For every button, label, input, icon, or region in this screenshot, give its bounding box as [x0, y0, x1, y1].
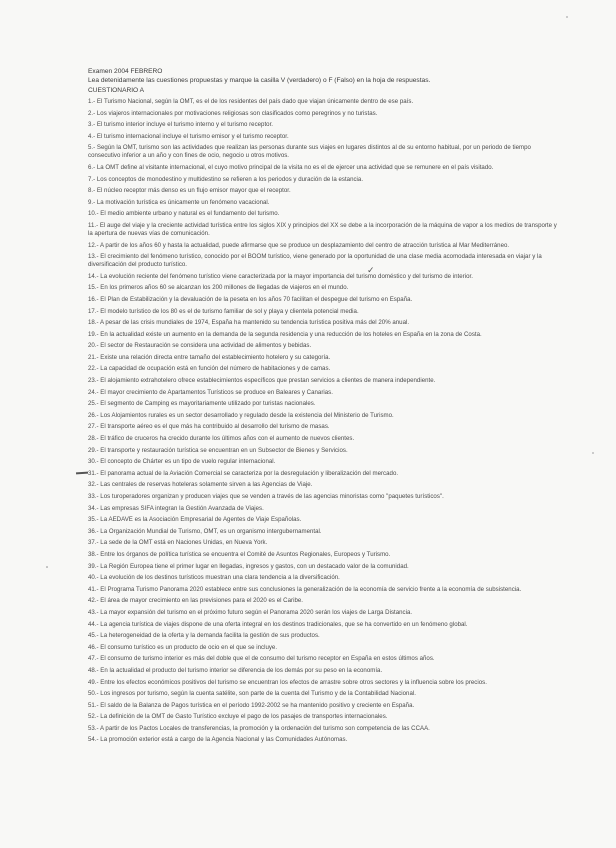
- question-text: 49.- Entre los efectos económicos positivos del turismo se encuentran los efectos de arrastre sobre otros sectores y la influencia sobre los precios.: [88, 678, 487, 686]
- question-item: [88, 412, 558, 420]
- question-text: 1.- El Turismo Nacional, según la OMT, es el de los residentes del país dado que viajan únicamente dentro de ese país.: [88, 98, 414, 105]
- question-text: 21.- Existe una relación directa entre tamaño del establecimiento hotelero y su categoría.: [88, 353, 331, 361]
- question-text: 26.- Los Alojamientos rurales es un sector desarrollado y regulado desde la existencia del Ministerio de Turismo.: [88, 411, 394, 419]
- question-text: 27.- El transporte aéreo es el que más ha contribuido al desarrollo del turismo de masas.: [88, 423, 330, 431]
- question-item: [88, 690, 558, 698]
- question-text: 48.- En la actualidad el producto del turismo interior se diferencia de los demás por su peso en la economía.: [88, 666, 383, 674]
- question-item: [88, 447, 558, 455]
- question-item: [88, 389, 558, 397]
- question-item: [88, 121, 558, 129]
- question-text: 53.- A partir de los Pactos Locales de transferencias, la promoción y la ordenación del turismo son competencia de las CCAA.: [88, 724, 430, 732]
- question-item: [88, 621, 558, 629]
- question-item: [88, 144, 558, 160]
- question-text: 8.- El núcleo receptor más denso es un flujo emisor mayor que el receptor.: [88, 187, 291, 195]
- question-text: 4.- El turismo internacional incluye el turismo emisor y el turismo receptor.: [88, 132, 289, 140]
- question-item: [88, 110, 558, 118]
- question-item: [88, 423, 558, 431]
- scan-speck: [592, 452, 594, 454]
- question-item: [88, 377, 558, 385]
- question-item: [88, 655, 558, 663]
- question-item: [88, 210, 558, 218]
- question-item: [88, 667, 558, 675]
- question-item: [88, 563, 558, 571]
- question-item: [88, 702, 558, 710]
- question-text: 23.- El alojamiento extrahotelero ofrece establecimientos específicos que prestan servicios a clientes de manera independiente.: [88, 377, 436, 385]
- question-text: 37.- La sede de la OMT está en Naciones Unidas, en Nueva York.: [88, 539, 268, 547]
- question-text: 39.- La Región Europea tiene el primer lugar en llegadas, ingresos y gastos, con un destacado valor de la comunidad.: [88, 562, 409, 570]
- question-item: [88, 516, 558, 524]
- question-text: 12.- A partir de los años 60 y hasta la actualidad, puede afirmarse que se produce un desplazamiento del centro de atracción turística al Mar Mediterráneo.: [88, 241, 510, 249]
- question-text: 6.- La OMT define al visitante internacional, el cuyo motivo principal de la visita no es el de ejercer una actividad que se remunere en el país visitado.: [88, 163, 494, 171]
- question-text: 54.- La promoción exterior está a cargo de la Agencia Nacional y las Comunidades Autónomas.: [88, 736, 348, 744]
- question-text: 25.- El segmento de Camping es mayoritariamente utilizado por turistas nacionales.: [88, 400, 316, 408]
- question-item: [88, 98, 558, 106]
- question-item: [88, 539, 558, 547]
- question-item: [88, 574, 558, 582]
- question-item: [88, 725, 558, 733]
- question-item: [88, 164, 558, 172]
- question-item: [88, 493, 558, 501]
- question-text: 20.- El sector de Restauración se considera una actividad de alimentos y bebidas.: [88, 342, 312, 350]
- check-mark-icon: ✓: [367, 265, 375, 275]
- question-text: 45.- La heterogeneidad de la oferta y la demanda facilita la gestión de sus productos.: [88, 632, 320, 640]
- question-text: 31.- El panorama actual de la Aviación Comercial se caracteriza por la desregulación y liberalización del mercado.: [88, 469, 399, 477]
- question-item: [88, 528, 558, 536]
- question-text: 29.- El transporte y restauración turística se encuentran en un Subsector de Bienes y Servicios.: [88, 446, 348, 454]
- question-item: [88, 253, 558, 269]
- section-title: CUESTIONARIO A: [88, 86, 145, 94]
- exam-header: [88, 67, 558, 95]
- question-text: 13.- El crecimiento del fenómeno turístico, conocido por el BOOM turístico, viene generado por la oportunidad de una clase media acomodada interesada en viajar y la diversificación del producto turístico.: [88, 253, 542, 269]
- question-item: [88, 644, 558, 652]
- question-item: [88, 713, 558, 721]
- question-text: 42.- El área de mayor crecimiento en las previsiones para el 2020 es el Caribe.: [88, 597, 303, 605]
- question-item: [88, 586, 558, 594]
- question-item: [88, 458, 558, 466]
- question-item: [88, 435, 558, 443]
- question-item: [88, 187, 558, 195]
- question-item: [88, 470, 558, 478]
- question-item: [88, 481, 558, 489]
- scan-speck: [46, 566, 48, 568]
- question-text: 35.- La AEDAVE es la Asociación Empresarial de Agentes de Viaje Españolas.: [88, 516, 302, 524]
- question-item: [88, 354, 558, 362]
- question-item: [88, 609, 558, 617]
- question-text: 18.- A pesar de las crisis mundiales de 1974, España ha mantenido su tendencia turística positiva más del 20% anual.: [88, 319, 410, 327]
- question-item: [88, 342, 558, 350]
- question-item: [88, 176, 558, 184]
- question-text: 5.- Según la OMT, turismo son las actividades que realizan las personas durante sus viajes en lugares distintos al de su entorno habitual, por un periodo de tiempo consecutivo inferior a un año y con fines de ocio, negocio u otros motivos.: [88, 144, 531, 160]
- question-text: 2.- Los viajeros internacionales por motivaciones religiosas son clasificados como peregrinos y no turistas.: [88, 109, 378, 117]
- question-text: 52.- La definición de la OMT de Gasto Turístico excluye el pago de los pasajes de transportes internacionales.: [88, 713, 388, 721]
- question-text: 40.- La evolución de los destinos turísticos muestran una clara tendencia a la diversificación.: [88, 574, 340, 582]
- question-text: 11.- El auge del viaje y la creciente actividad turística entre los siglos XIX y principios del XX se debe a la incorporación de la máquina de vapor a los medios de transporte y la apertura de nuevas vías de comunicación.: [88, 221, 557, 237]
- question-item: [88, 296, 558, 304]
- question-item: [88, 400, 558, 408]
- question-text: 16.- El Plan de Estabilización y la devaluación de la peseta en los años 70 facilitan el despegue del turismo en España.: [88, 295, 413, 303]
- question-text: 44.- La agencia turística de viajes dispone de una oferta integral en los destinos tradicionales, que se ha convertido en un fenómeno global.: [88, 620, 468, 628]
- question-text: 17.- El modelo turístico de los 80 es el de turismo familiar de sol y playa y clientela potencial media.: [88, 307, 359, 315]
- question-text: 28.- El tráfico de cruceros ha crecido durante los últimos años con el aumento de nuevos clientes.: [88, 435, 355, 443]
- question-text: 50.- Los ingresos por turismo, según la cuenta satélite, son parte de la cuenta del Turismo y de la Contabilidad Nacional.: [88, 690, 416, 698]
- question-text: 10.- El medio ambiente urbano y natural es el fundamento del turismo.: [88, 210, 280, 218]
- question-text: 46.- El consumo turístico es un producto de ocio en el que se incluye.: [88, 643, 278, 651]
- question-text: 7.- Los conceptos de monodestino y multidestino se refieren a los periodos y duración de la estancia.: [88, 175, 364, 183]
- question-text: 41.- El Programa Turismo Panorama 2020 establece entre sus conclusiones la generalización de la economía de servicio frente a la economía de subsistencia.: [88, 585, 522, 593]
- question-item: [88, 319, 558, 327]
- question-text: 19.- En la actualidad existe un aumento en la demanda de la segunda residencia y una reducción de los hoteles en España en la zona de Costa.: [88, 330, 482, 338]
- question-item: [88, 505, 558, 513]
- question-text: 3.- El turismo interior incluye el turismo interno y el turismo receptor.: [88, 121, 274, 129]
- question-item: [88, 284, 558, 292]
- question-text: 15.- En los primeros años 60 se alcanzan los 200 millones de llegadas de viajeros en el mundo.: [88, 284, 349, 292]
- question-text: 22.- La capacidad de ocupación está en función del número de habitaciones y de camas.: [88, 365, 331, 373]
- exam-title: Examen 2004 FEBRERO: [88, 68, 163, 75]
- question-item: [88, 199, 558, 207]
- question-text: 33.- Los turoperadores organizan y producen viajes que se venden a través de las agencias minoristas como "paquetes turísticos".: [88, 493, 444, 500]
- question-text: 14.- La evolución reciente del fenómeno turístico viene caracterizada por la mayor importancia del turismo doméstico y del turismo de interior.: [88, 272, 473, 280]
- question-text: 34.- Las empresas SIFA integran la Gestión Avanzada de Viajes.: [88, 504, 264, 512]
- question-text: 47.- El consumo de turismo interior es más del doble que el de consumo del turismo receptor en España en estos últimos años.: [88, 655, 435, 663]
- question-item: [88, 133, 558, 141]
- question-item: [88, 551, 558, 559]
- question-item: [88, 222, 558, 238]
- question-item: [88, 365, 558, 373]
- question-item: [88, 308, 558, 316]
- question-text: 38.- Entre los órganos de política turística se encuentra el Comité de Asuntos Regionales, Europeos y Turismo.: [88, 550, 391, 558]
- question-text: 36.- La Organización Mundial de Turismo, OMT, es un organismo intergubernamental.: [88, 527, 322, 535]
- question-text: 30.- El concepto de Chárter es un tipo de vuelo regular internacional.: [88, 458, 276, 466]
- question-text: 51.- El saldo de la Balanza de Pagos turística en el período 1992-2002 se ha mantenido positivo y creciente en España.: [88, 701, 415, 709]
- question-text: 43.- La mayor expansión del turismo en el próximo futuro según el Panorama 2020 serán los viajes de Larga Distancia.: [88, 608, 413, 616]
- question-item: [88, 331, 558, 339]
- question-text: 9.- La motivación turística es únicamente un fenómeno vacacional.: [88, 198, 270, 206]
- question-list: [88, 98, 558, 748]
- question-item: [88, 242, 558, 250]
- question-item: [88, 597, 558, 605]
- question-item: [88, 273, 558, 281]
- exam-instructions: Lea detenidamente las cuestiones propuestas y marque la casilla V (verdadero) o F (Falso) en la hoja de respuestas.: [88, 77, 431, 85]
- pen-stroke-mark: [76, 472, 88, 474]
- question-item: [88, 736, 558, 744]
- question-text: 32.- Las centrales de reservas hoteleras solamente sirven a las Agencias de Viaje.: [88, 481, 313, 489]
- question-item: [88, 632, 558, 640]
- question-item: [88, 679, 558, 687]
- question-text: 24.- El mayor crecimiento de Apartamentos Turísticos se produce en Baleares y Canarias.: [88, 388, 333, 396]
- scan-speck: [566, 16, 568, 18]
